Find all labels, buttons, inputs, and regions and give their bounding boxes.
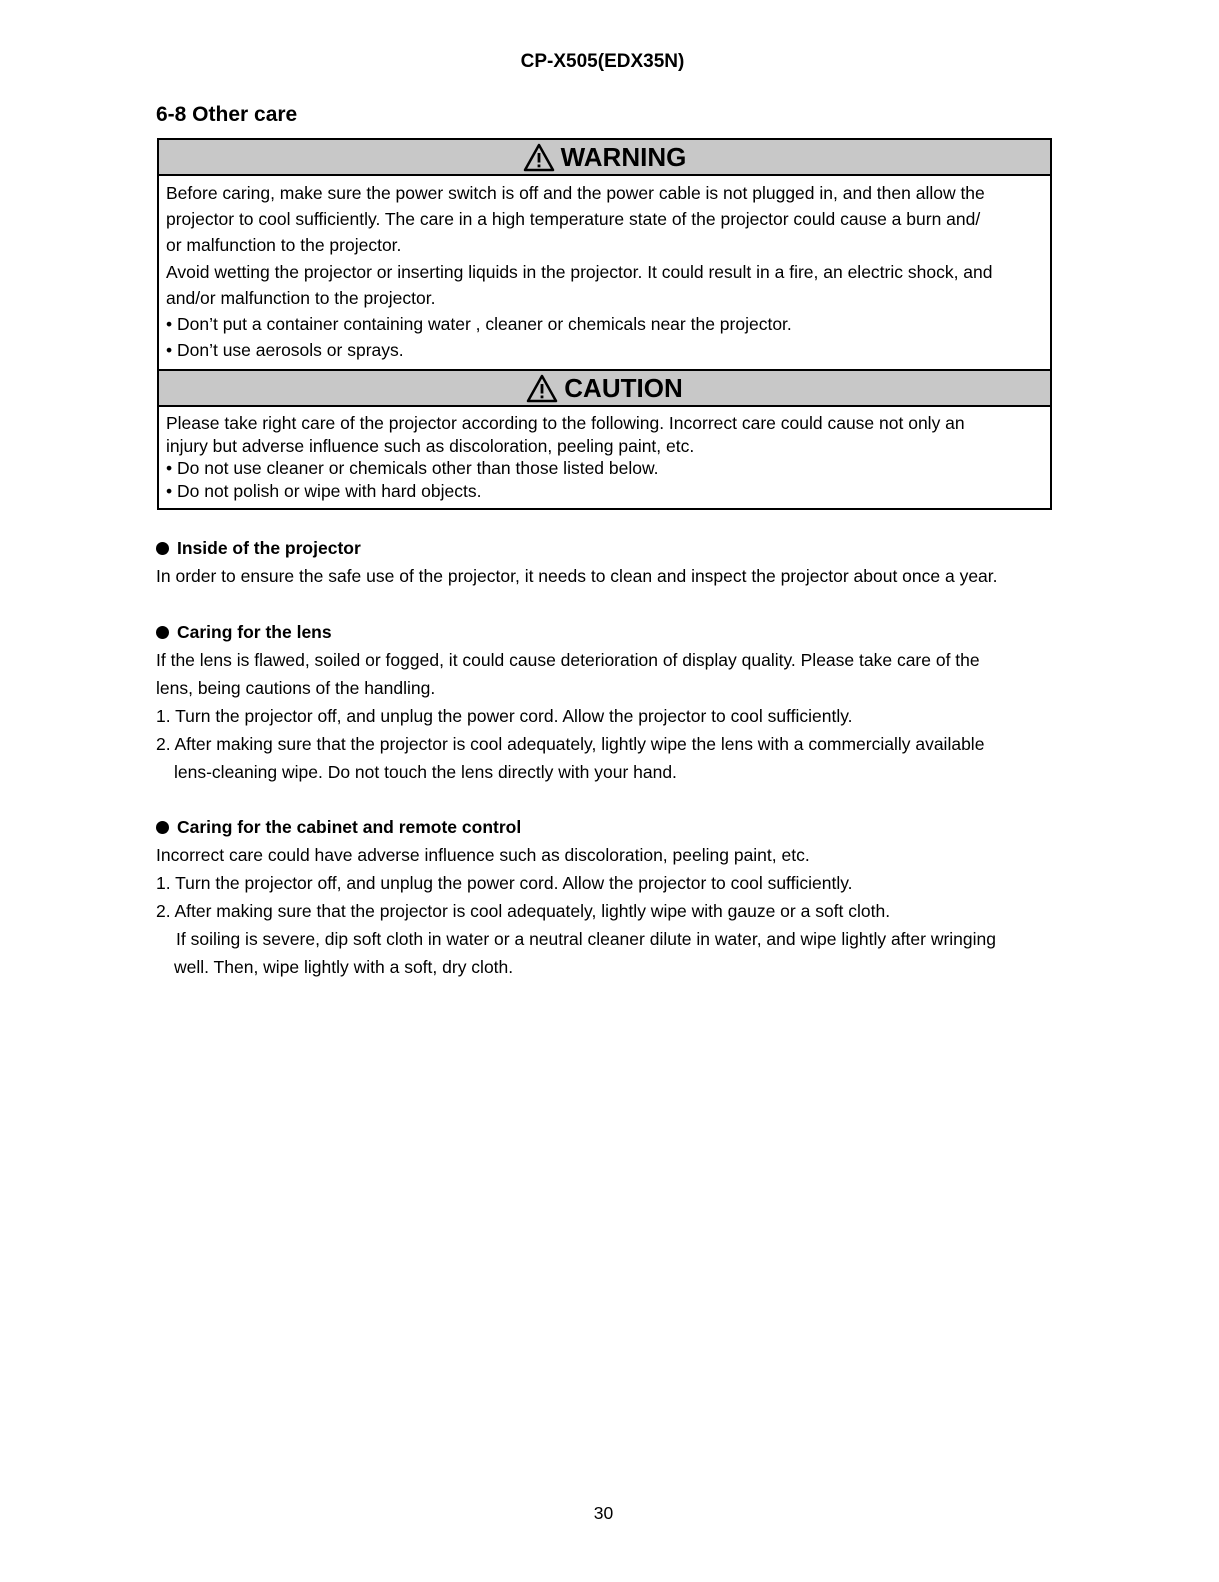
caution-header (159, 369, 1050, 407)
lens-care-heading (156, 621, 1056, 643)
bullet-icon (156, 542, 169, 555)
inside-projector-text: In order to ensure the safe use of the projector, it needs to clean and inspect the projector about once a year. (156, 566, 998, 586)
warning-header (159, 140, 1050, 176)
lens-care-section (156, 621, 1056, 786)
lens-intro-line: If the lens is flawed, soiled or fogged, it could cause deterioration of display quality. Please take care of the (156, 650, 980, 670)
caution-label: CAUTION (564, 372, 683, 403)
inside-projector-heading (156, 537, 1056, 559)
bullet-icon (156, 821, 169, 834)
warning-triangle-icon (523, 143, 555, 172)
warning-line: projector to cool sufficiently. The care in a high temperature state of the projector could cause a burn and/ (166, 209, 981, 230)
cabinet-step: 1. Turn the projector off, and unplug the power cord. Allow the projector to cool sufficiently. (156, 873, 853, 893)
cabinet-care-heading (156, 816, 1056, 838)
cabinet-intro: Incorrect care could have adverse influence such as discoloration, peeling paint, etc. (156, 845, 810, 865)
caution-line: Please take right care of the projector according to the following. Incorrect care could cause not only an (166, 413, 965, 434)
warning-label: WARNING (560, 141, 687, 172)
lens-step: 2. After making sure that the projector is cool adequately, lightly wipe the lens with a commercially available (156, 734, 985, 754)
caution-line: • Do not polish or wipe with hard objects. (166, 480, 482, 501)
warning-body (159, 176, 1050, 369)
cabinet-step-continued: If soiling is severe, dip soft cloth in water or a neutral cleaner dilute in water, and wipe lightly after wringing (176, 929, 997, 949)
safety-notice-box (157, 138, 1052, 510)
cabinet-care-section (156, 816, 1056, 981)
warning-line: • Don’t use aerosols or sprays. (166, 340, 404, 361)
warning-line: or malfunction to the projector. (166, 235, 402, 256)
warning-line: Before caring, make sure the power switch is off and the power cable is not plugged in, and then allow the (166, 183, 985, 203)
caution-body (159, 407, 1050, 508)
caution-line: • Do not use cleaner or chemicals other than those listed below. (166, 458, 659, 479)
lens-step: 1. Turn the projector off, and unplug the power cord. Allow the projector to cool sufficiently. (156, 706, 853, 726)
lens-care-heading-text: Caring for the lens (177, 621, 332, 642)
section-title: 6-8 Other care (156, 103, 298, 126)
lens-intro-line: lens, being cautions of the handling. (156, 678, 436, 698)
inside-projector-heading-text: Inside of the projector (177, 537, 361, 558)
warning-line: • Don’t put a container containing water , cleaner or chemicals near the projector. (166, 314, 792, 335)
lens-step-continued: lens-cleaning wipe. Do not touch the lens directly with your hand. (174, 762, 677, 782)
page-number: 30 (593, 1503, 614, 1523)
inside-projector-section (156, 537, 1056, 590)
cabinet-step: 2. After making sure that the projector is cool adequately, lightly wipe with gauze or a soft cloth. (156, 901, 891, 921)
warning-line: Avoid wetting the projector or inserting liquids in the projector. It could result in a fire, an electric shock, and (166, 261, 993, 282)
caution-line: injury but adverse influence such as discoloration, peeling paint, etc. (166, 435, 695, 456)
bullet-icon (156, 626, 169, 639)
warning-triangle-icon (526, 374, 558, 403)
warning-line: and/or malfunction to the projector. (166, 287, 436, 308)
cabinet-care-heading-text: Caring for the cabinet and remote control (177, 816, 522, 837)
document-model-header: CP-X505(EDX35N) (520, 51, 685, 72)
cabinet-step-continued: well. Then, wipe lightly with a soft, dry cloth. (174, 957, 514, 977)
